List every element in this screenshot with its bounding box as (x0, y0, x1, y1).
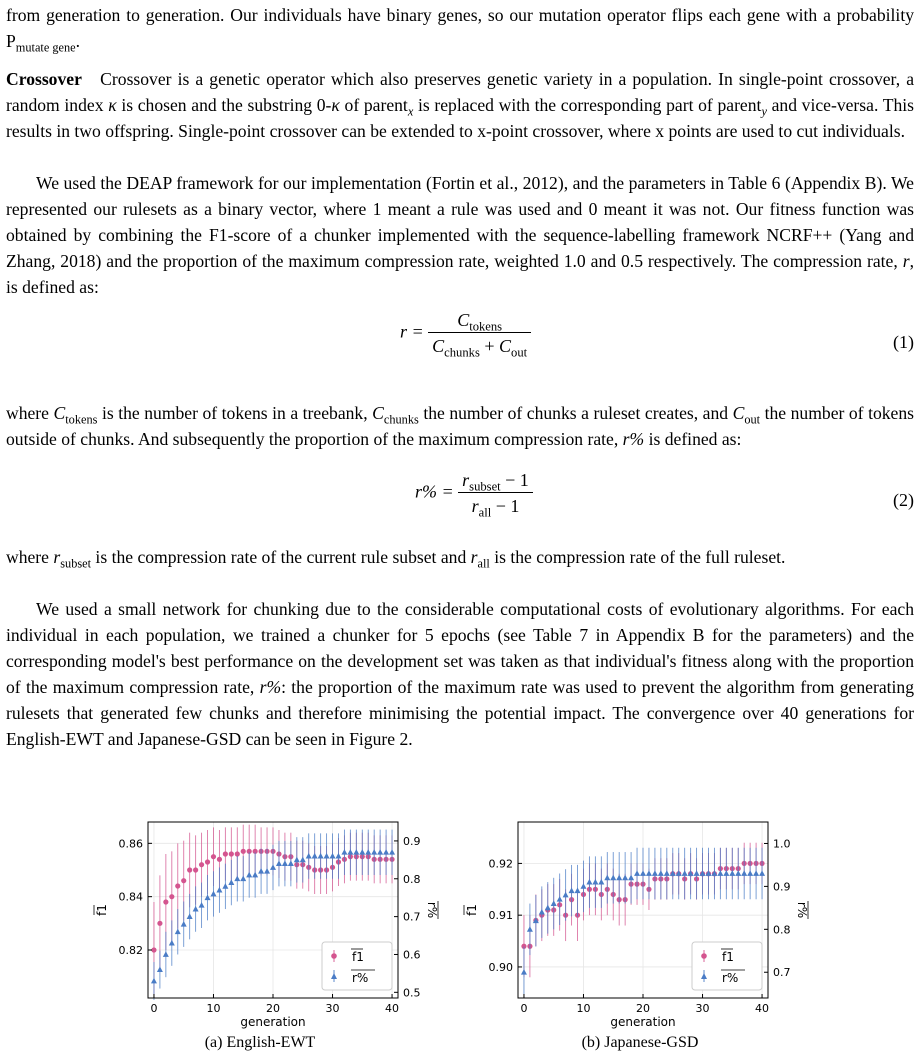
paragraph-network: We used a small network for chunking due to the considerable computational costs of evolutionary algorithms. For each individual in each population, we trained a chunker for 5 epochs (see Table 7 in Appendix B for the parameters) and the corresponding model's best performance on the development set was taken as that individual's fitness along with the proportion of the maximum compression rate, r%: the proportion of the maximum rate was used to prevent the algorithm from generating rulesets that generated few chunks and therefore minimising the potential impact. The convergence over 40 generations for English-EWT and Japanese-GSD can be seen in Figure 2. (6, 599, 914, 749)
data-point (682, 870, 688, 876)
data-point (187, 867, 192, 872)
y-tick-label: 0.84 (118, 890, 143, 904)
data-point (634, 870, 640, 876)
data-point (252, 872, 258, 878)
data-point (288, 860, 294, 866)
data-point (365, 849, 371, 855)
data-point (193, 906, 199, 912)
data-point (199, 862, 204, 867)
data-point (664, 870, 670, 876)
data-point (580, 883, 586, 889)
data-point (628, 875, 634, 881)
data-point (717, 870, 723, 876)
data-point (205, 894, 211, 900)
data-point (169, 894, 174, 899)
x-axis-label: generation (610, 1015, 676, 1029)
data-point (729, 870, 735, 876)
data-point (235, 851, 240, 856)
data-point (527, 926, 533, 932)
y-right-tick-label: 0.7 (773, 966, 791, 980)
data-point (175, 929, 181, 935)
data-point (282, 860, 288, 866)
legend-f1-label: f1 (352, 950, 364, 964)
y-right-tick-label: 0.8 (403, 872, 421, 886)
data-point (187, 913, 193, 919)
paragraph-mutation-end: from generation to generation. Our individuals have binary genes, so our mutation operator flips each gene with a probability $P_{mutate gene}$. (6, 5, 914, 55)
x-tick-label: 30 (325, 1002, 340, 1015)
x-tick-label: 0 (150, 1002, 158, 1015)
y-tick-label: 0.90 (488, 960, 513, 974)
y-right-tick-label: 0.9 (403, 834, 421, 848)
data-point (229, 851, 234, 856)
data-point (169, 940, 175, 946)
legend-f1-label: f1 (722, 950, 734, 964)
y-right-tick-label: 0.6 (403, 948, 421, 962)
equation-1-number: (1) (893, 332, 914, 352)
data-point (157, 966, 163, 972)
data-point (216, 887, 222, 893)
data-point (586, 879, 592, 885)
x-tick-label: 30 (695, 1002, 710, 1015)
data-point (264, 868, 270, 874)
data-point (377, 849, 383, 855)
paragraph-ctokens: where $C_{tokens}$ is the number of tokens in a treebank, $C_{chunks}$ the number of chunks a ruleset creates, and $C_{out}$ the number of tokens outside of chunks. And subsequently the proportion of the maximum compression rate, r% is defined as: (6, 403, 914, 449)
data-point (306, 853, 312, 859)
x-tick-label: 0 (520, 1002, 528, 1015)
x-axis-label: generation (240, 1015, 306, 1029)
data-point (753, 870, 759, 876)
data-point (222, 883, 228, 889)
legend-rp-label: r% (722, 971, 739, 985)
data-point (347, 849, 353, 855)
data-point (205, 859, 210, 864)
data-point (640, 870, 646, 876)
x-tick-label: 40 (385, 1002, 400, 1015)
y-right-tick-label: 1.0 (773, 837, 791, 851)
data-point (181, 878, 186, 883)
data-point (341, 849, 347, 855)
data-point (551, 900, 557, 906)
data-point (353, 849, 359, 855)
data-point (228, 879, 234, 885)
data-point (371, 849, 377, 855)
data-point (741, 870, 747, 876)
data-point (759, 870, 765, 876)
data-point (563, 892, 569, 898)
y-right-axis-label: r% (795, 901, 809, 919)
y-right-tick-label: 0.8 (773, 923, 791, 937)
data-point (610, 875, 616, 881)
data-point (324, 853, 330, 859)
y-axis-label: f1 (465, 904, 479, 916)
data-point (210, 891, 216, 897)
data-point (217, 857, 222, 862)
y-tick-label: 0.86 (118, 837, 143, 851)
data-point (383, 849, 389, 855)
data-point (211, 854, 216, 859)
data-point (592, 879, 598, 885)
data-point (175, 883, 180, 888)
data-point (723, 870, 729, 876)
equation-2-number: (2) (893, 490, 914, 510)
crossover-heading: Crossover (6, 69, 82, 89)
data-point (163, 951, 169, 957)
y-right-tick-label: 0.7 (403, 910, 421, 924)
data-point (545, 905, 551, 911)
data-point (151, 978, 157, 984)
x-tick-label: 10 (206, 1002, 221, 1015)
data-point (622, 875, 628, 881)
data-point (646, 870, 652, 876)
data-point (604, 875, 610, 881)
y-right-tick-label: 0.9 (773, 880, 791, 894)
y-right-tick-label: 0.5 (403, 986, 421, 1000)
data-point (223, 851, 228, 856)
caption-b: (b) Japanese-GSD (581, 1034, 699, 1051)
data-point (735, 870, 741, 876)
caption-a: (a) English-EWT (204, 1034, 316, 1051)
data-point (335, 853, 341, 859)
chart-japanese-gsd (462, 818, 822, 1033)
paragraph-rsubset: where $r_{subset}$ is the compression rate of the current rule subset and $r_{all}$ is the compression rate of the full ruleset. (6, 547, 786, 571)
data-point (598, 879, 604, 885)
data-point (616, 875, 622, 881)
data-point (658, 870, 664, 876)
data-point (246, 872, 252, 878)
data-point (652, 870, 658, 876)
data-point (270, 864, 276, 870)
data-point (300, 857, 306, 863)
y-right-axis-label: r% (425, 901, 439, 919)
data-point (539, 909, 545, 915)
data-point (747, 870, 753, 876)
data-point (193, 867, 198, 872)
x-tick-label: 20 (266, 1002, 280, 1015)
paragraph-deap: We used the DEAP framework for our implementation (Fortin et al., 2012), and the parameters in Table 6 (Appendix B). We represented our rulesets as a binary vector, where 1 meant a rule was used and 0 meant it was not. Our fitness function was obtained by combining the F1-score of a chunker implemented with the sequence-labelling framework NCRF++ (Yang and Zhang, 2018) and the proportion of the maximum compression rate, weighted 1.0 and 0.5 respectively. The compression rate, r, is defined as: (6, 173, 914, 297)
legend (692, 942, 762, 990)
data-point (151, 947, 156, 952)
data-point (521, 969, 527, 975)
data-point (157, 921, 162, 926)
data-point (240, 876, 246, 882)
y-tick-label: 0.91 (488, 909, 513, 923)
data-point (258, 868, 264, 874)
x-tick-label: 10 (576, 1002, 591, 1015)
data-point (312, 853, 318, 859)
data-point (575, 887, 581, 893)
chart-english-ewt (90, 818, 450, 1033)
data-point (234, 876, 240, 882)
data-point (569, 887, 575, 893)
y-tick-label: 0.92 (488, 857, 513, 871)
data-point (557, 896, 563, 902)
data-point (330, 853, 336, 859)
data-point (359, 849, 365, 855)
paragraph-crossover: Crossover Crossover is a genetic operator which also preserves genetic variety in a population. In single-point crossover, a random index κ is chosen and the substring 0-κ of parent$_x$ is replaced with the corresponding part of parent$_y$ and vice-versa. This results in two offspring. Single-point crossover can be extended to x-point crossover, where x points are used to cut individuals. (6, 69, 914, 141)
y-axis-label: f1 (95, 904, 109, 916)
data-point (694, 870, 700, 876)
data-point (276, 860, 282, 866)
x-tick-label: 20 (636, 1002, 650, 1015)
data-point (163, 899, 168, 904)
x-tick-label: 40 (755, 1002, 770, 1015)
legend-rp-label: r% (352, 971, 369, 985)
data-point (389, 849, 395, 855)
data-point (181, 921, 187, 927)
data-point (294, 857, 300, 863)
data-point (318, 853, 324, 859)
y-tick-label: 0.82 (118, 944, 143, 957)
data-point (241, 849, 246, 854)
legend (322, 942, 392, 990)
data-point (199, 902, 205, 908)
